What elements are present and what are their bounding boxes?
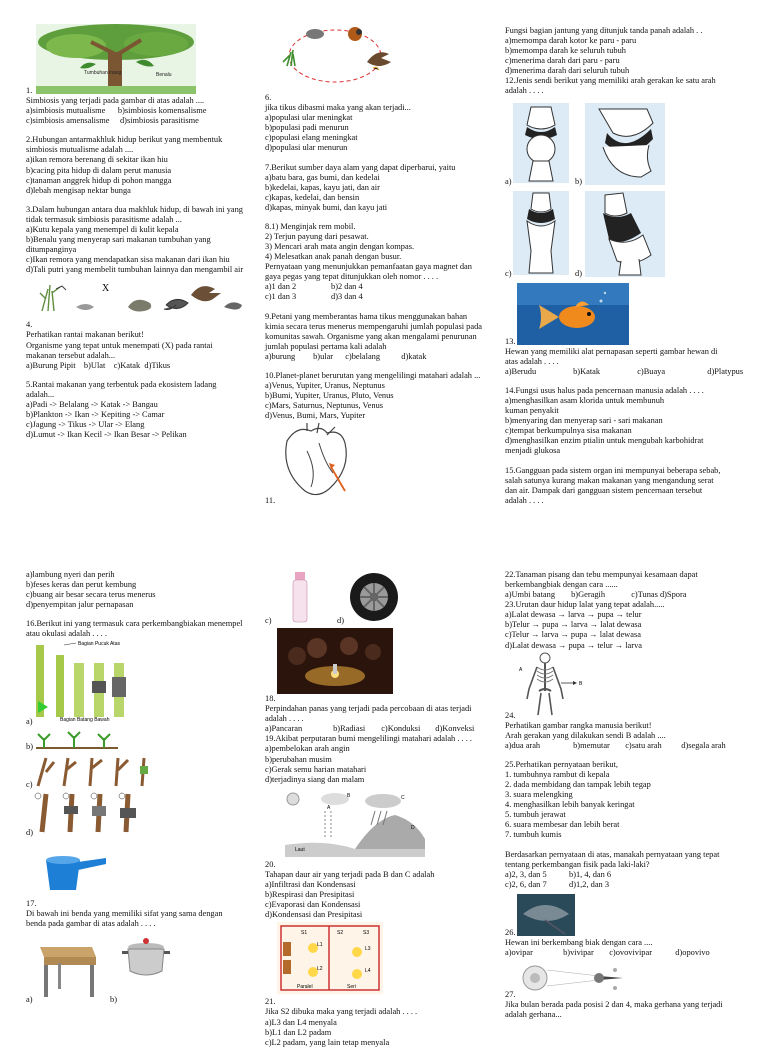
- q25-item: 7. tumbuh kumis: [505, 830, 562, 840]
- q11-option: a)memompa darah kotor ke paru - paru: [505, 36, 637, 46]
- q26-text: Hewan ini berkembang biak dengan cara ....: [505, 937, 653, 947]
- q15-text: salah satunya kurang makan makanan yang mengandung serat: [505, 475, 714, 485]
- q14-option: kuman penyakit: [505, 406, 559, 416]
- q7: [265, 163, 505, 213]
- column-1-bottom: [26, 570, 266, 1005]
- q3: [26, 205, 266, 276]
- q13-option-row: [505, 367, 750, 377]
- q14: [505, 386, 750, 457]
- q14-text: 14.Fungsi usus halus pada pencernaan manusia adalah . . . .: [505, 386, 704, 396]
- q12-pivot-joint-image: [585, 191, 665, 277]
- q23: [505, 600, 750, 650]
- q25-question: Berdasarkan pernyataan di atas, manakah pernyataan yang tepat: [505, 849, 720, 859]
- q17-water-dipper-image: [40, 846, 110, 896]
- q6-number: 6.: [265, 93, 272, 103]
- column-3-bottom: [505, 570, 750, 1020]
- q17: [26, 899, 266, 929]
- q24-figure-row: [505, 651, 750, 721]
- q13-text: Hewan yang memiliki alat pernapasan seperti gambar hewan di: [505, 346, 718, 356]
- q17-label-d: d): [337, 616, 344, 625]
- q22: [505, 570, 750, 600]
- q20-label-c: C: [401, 794, 405, 801]
- q8-option: d)3 dan 4: [331, 292, 363, 302]
- q4: [26, 320, 266, 370]
- q20-label-d: D: [411, 824, 415, 831]
- q12-label-b: b): [575, 176, 582, 186]
- q21-number: 21.: [265, 997, 276, 1007]
- q21-circuit-image: [277, 922, 383, 994]
- q16-label-bottom-part: Bagian Batang Bawah: [60, 717, 110, 724]
- q6-text: jika tikus dibasmi maka yang akan terjadi...: [265, 103, 411, 113]
- q18-option: a)Pancaran: [265, 724, 303, 734]
- q21-label-s2: S2: [337, 930, 344, 937]
- q15-options: [26, 570, 266, 610]
- q5-text: 5.Rantai makanan yang terbentuk pada ekosistem ladang: [26, 379, 217, 389]
- q3-text: 3.Dalam hubungan antara dua makhluk hidup, di bawah ini yang: [26, 204, 243, 214]
- q21-label-s3: S3: [363, 930, 370, 937]
- q19-option: c)Gerak semu harian matahari: [265, 764, 367, 774]
- q18-number: 18.: [265, 694, 276, 704]
- q27-eclipse-diagram: [517, 962, 629, 996]
- q7-text: 7.Berikut sumber daya alam yang dapat diperbarui, yaitu: [265, 162, 456, 172]
- q10-option: c)Mars, Saturnus, Neptunus, Venus: [265, 401, 384, 411]
- q16-label-c: c): [26, 779, 33, 789]
- q22-option: a)Umbi batang: [505, 590, 556, 600]
- q10-text: 10.Planet-planet berurutan yang mengelilingi matahari adalah ...: [265, 370, 481, 380]
- q16-label-a: a): [26, 717, 33, 727]
- q13: [505, 347, 750, 377]
- column-2-bottom: [265, 570, 505, 1048]
- q8-option-row: [265, 282, 505, 292]
- q1-option: c)simbiosis amensalisme d)simbiosis parasitisme: [26, 116, 199, 126]
- q11-option: d)menerima darah dari seluruh tubuh: [505, 66, 630, 76]
- q18-option-row: [265, 724, 505, 734]
- q21-text: Jika S2 dibuka maka yang terjadi adalah . . . .: [265, 1007, 418, 1017]
- q27-text: Jika bulan berada pada posisi 2 dan 4, maka gerhana yang terjadi: [505, 1000, 723, 1010]
- q6-option: c)populasi elang meningkat: [265, 133, 358, 143]
- q24: [505, 721, 750, 751]
- q3-option: c)Ikan remora yang mendapatkan sisa makanan dari ikan hiu: [26, 255, 230, 265]
- q26-option: c)ovovivipar: [609, 948, 652, 958]
- q25-item: 5. tumbuh jerawat: [505, 810, 566, 820]
- q20-label-b: B: [347, 792, 351, 799]
- q16-option-a-row: [26, 641, 266, 727]
- q12-label-a: a): [505, 176, 512, 186]
- q17-number: 17.: [26, 898, 37, 908]
- q3-text: tidak termasuk simbiosis parasitisme adalah ...: [26, 214, 182, 224]
- q21-option: c)L2 padam, yang lain tetap menyala: [265, 1037, 390, 1047]
- q24-text: Arah gerakan yang dilakukan sendi B adalah ....: [505, 730, 666, 740]
- q12-saddle-joint-image: [513, 191, 569, 275]
- q26-option: b)vivipar: [563, 948, 594, 958]
- q5-option: a)Padi -> Belalang -> Katak -> Bangau: [26, 399, 158, 409]
- q11-option: b)memompa darah ke seluruh tubuh: [505, 46, 626, 56]
- q15-option: d)penyempitan jalur pernapasan: [26, 600, 134, 610]
- q23-option: c)Telur → larva → pupa → lalat dewasa: [505, 630, 641, 640]
- q5-option: b)Plankton -> Ikan -> Kepiting -> Camar: [26, 410, 165, 420]
- q22-option: b)Geragih: [571, 590, 606, 600]
- column-3-top: [505, 26, 750, 506]
- q9-text: jumlah populasi pertama kali adalah: [265, 341, 387, 351]
- q16-option-d-row: [26, 792, 266, 838]
- q3-option: d)Tali putri yang membelit tumbuhan lainnya dan mengambil air: [26, 265, 244, 275]
- q25-item: 4. menghasilkan lebih banyak keringat: [505, 800, 635, 810]
- q15-text: adalah . . . .: [505, 495, 544, 505]
- q1: [26, 96, 266, 126]
- q18-experiment-photo: [277, 628, 393, 694]
- q25-option: b)1, 4, dan 6: [569, 869, 612, 879]
- q2-option: d)lebah mengisap nektar bunga: [26, 185, 131, 195]
- q16-grafting-image: [34, 641, 144, 723]
- q20-text: Tahapan daur air yang terjadi pada B dan C adalah: [265, 869, 435, 879]
- q19-option: b)perubahan musim: [265, 754, 332, 764]
- q1-text: Simbiosis yang terjadi pada gambar di atas adalah ....: [26, 96, 205, 106]
- q16-text: atau okulasi adalah . . . .: [26, 629, 107, 639]
- q8-line: Pernyataan yang menunjukkan pemanfaatan gaya magnet dan: [265, 262, 472, 272]
- q6-option: a)populasi ular meningkat: [265, 113, 353, 123]
- q1-label-parasite: Benalu: [156, 72, 172, 78]
- q20: [265, 860, 505, 920]
- q12-ball-socket-joint-image: [513, 103, 569, 183]
- q8-option: b)2 dan 4: [331, 282, 363, 292]
- q15-text: dan air. Dampak dari gangguan sistem pencernaan tersebut: [505, 485, 703, 495]
- q19-option: d)terjadinya siang dan malam: [265, 774, 365, 784]
- q16-label-d: d): [26, 827, 33, 837]
- q26-number: 26.: [505, 927, 516, 937]
- q17-label-b: b): [110, 995, 117, 1005]
- q1-figure-row: [26, 24, 266, 96]
- q22-option: c)Tunas d)Spora: [631, 590, 687, 600]
- q12-label-d: d): [575, 268, 582, 278]
- q11-number: 11.: [265, 496, 276, 506]
- q12: [505, 76, 750, 96]
- q18: [265, 694, 505, 734]
- q26-option-row: [505, 948, 750, 958]
- q14-option: b)menyaring dan menyerap sari - sari makanan: [505, 416, 663, 426]
- q8-option: c)1 dan 3: [265, 292, 297, 302]
- q4-food-chain-image: [36, 277, 248, 317]
- column-1-top: [26, 24, 266, 440]
- q21-option: b)L1 dan L2 padam: [265, 1027, 332, 1037]
- q25-option-row: [505, 870, 750, 880]
- q20-option: a)Infiltrasi dan Kondensasi: [265, 880, 356, 890]
- q7-option: a)batu bara, gas bumi, dan kedelai: [265, 172, 380, 182]
- q12-text: 12.Jenis sendi berikut yang memiliki arah gerakan ke satu arah: [505, 76, 716, 86]
- q13-number: 13.: [505, 336, 516, 346]
- q17-tire-image: [349, 570, 399, 624]
- q4-x-mark: X: [102, 283, 110, 295]
- q13-option: c)Buaya: [637, 366, 666, 376]
- q24-option: b)memutar: [573, 740, 610, 750]
- q18-text: adalah . . . .: [265, 714, 304, 724]
- q5-option: c)Jagung -> Tikus -> Ular -> Elang: [26, 420, 145, 430]
- q12-joints-row-2: [505, 191, 750, 279]
- q15-option: a)lambung nyeri dan perih: [26, 570, 115, 579]
- q7-option: d)kapas, minyak bumi, dan kayu jati: [265, 202, 388, 212]
- q17-options-row: [26, 933, 266, 1005]
- q16: [26, 619, 266, 639]
- q16-text: 16.Berikut ini yang termasuk cara perkembangbiakan menempel: [26, 619, 243, 629]
- q12-label-c: c): [505, 268, 512, 278]
- q3-option: a)Kutu kepala yang menempel di kulit kepala: [26, 224, 179, 234]
- q24-option: a)dua arah: [505, 740, 541, 750]
- q21-label-l4: L4: [365, 968, 371, 975]
- q6: [265, 93, 505, 153]
- q26: [505, 938, 750, 958]
- q21-label-l2: L2: [317, 966, 323, 973]
- q24-option: d)segala arah: [681, 740, 726, 750]
- q1-number: 1.: [26, 86, 33, 95]
- q19-text: 19.Akibat perputaran bumi mengelilingi matahari adalah . . . .: [265, 734, 472, 744]
- q24-option-row: [505, 741, 750, 751]
- q22-text: berkembangbiak dengan cara ......: [505, 580, 618, 590]
- q4-text: Perhatikan rantai makanan berikut!: [26, 330, 144, 340]
- q9-text: 9.Petani yang memberantas hama tikus menggunakan bahan: [265, 311, 468, 321]
- q24-number: 24.: [505, 710, 516, 720]
- q13-option: a)Berudu: [505, 366, 537, 376]
- q11-option: c)menerima darah dari paru - paru: [505, 56, 620, 66]
- q19: [265, 734, 505, 784]
- q5-text: adalah...: [26, 389, 55, 399]
- q21-label-l1: L1: [317, 942, 323, 949]
- q8-line: 4) Melesatkan anak panah dengan busur.: [265, 252, 402, 262]
- q15-option: c)buang air besar secara terus menerus: [26, 590, 156, 600]
- q17-options-cd-row: [265, 570, 505, 626]
- q4-option: a)Burung Pipit b)Ulat c)Katak d)Tikus: [26, 360, 171, 370]
- q13-text: atas adalah . . . .: [505, 356, 559, 366]
- q25-option: d)1,2, dan 3: [569, 879, 610, 889]
- q24-label-b: B: [579, 680, 583, 687]
- q3-option: b)Benalu yang menyerap sari makanan tumbuhan yang: [26, 235, 211, 245]
- q14-option: d)menghasilkan enzim ptialin untuk mengubah karbohidrat: [505, 436, 704, 446]
- q16-stem-cutting-image: [34, 792, 154, 834]
- q8-line: 8.1) Menginjak rem mobil.: [265, 221, 356, 231]
- q23-option: b)Telur → pupa → larva → lalat dewasa: [505, 620, 642, 630]
- q25-text: 25.Perhatikan pernyataan berikut,: [505, 759, 619, 769]
- q17-label-c: c): [265, 616, 272, 625]
- q26-stingray-image: [517, 894, 575, 936]
- q2-option: b)cacing pita hidup di dalam perut manusia: [26, 165, 172, 175]
- q24-label-a: A: [519, 666, 523, 673]
- q17-label-a: a): [26, 995, 33, 1005]
- q18-option: d)Konveksi: [435, 724, 475, 734]
- q25-option: a)2, 3, dan 5: [505, 869, 547, 879]
- q9-text: komunitas sawah. Organisme yang akan mengalami penurunan: [265, 331, 477, 341]
- q8-line: gaya pegas yang tepat ditunjukkan oleh nomor . . . .: [265, 272, 439, 282]
- q27-figure-row: [505, 962, 750, 1000]
- q21-label-l3: L3: [365, 946, 371, 953]
- q9: [265, 312, 505, 362]
- q23-text: 23.Urutan daur hidup lalat yang tepat adalah.....: [505, 600, 665, 610]
- q27-text: adalah gerhana...: [505, 1010, 562, 1020]
- q10-option: a)Venus, Yupiter, Uranus, Neptunus: [265, 381, 385, 391]
- q25-option: c)2, 6, dan 7: [505, 879, 547, 889]
- q17-text: benda pada gambar di atas adalah . . . .: [26, 919, 156, 929]
- q2-option: a)ikan remora berenang di sekitar ikan hiu: [26, 155, 168, 165]
- q5: [26, 380, 266, 440]
- q16-option-b-row: [26, 728, 266, 752]
- q21-label-s1: S1: [301, 930, 308, 937]
- q25-question: tentang perkembangan fisik pada laki-laki?: [505, 859, 650, 869]
- q3-option: ditumpanginya: [26, 245, 77, 255]
- q18-option: c)Konduksi: [381, 724, 421, 734]
- q14-option: menjadi glukosa: [505, 446, 561, 456]
- q9-option: a)burung: [265, 351, 296, 361]
- q13-option: d)Platypus: [707, 366, 744, 376]
- q17-wooden-desk-image: [36, 933, 98, 999]
- q2-text: 2.Hubungan antarmakhluk hidup berikut yang membentuk: [26, 135, 223, 145]
- q25-item: 3. suara melengking: [505, 790, 573, 800]
- q11-continued: [505, 26, 750, 76]
- q9-option: d)katak: [401, 351, 427, 361]
- q16-layering-image: [34, 756, 154, 788]
- q25-item: 1. tumbuhnya rambut di kepala: [505, 770, 610, 780]
- q16-runner-image: [34, 728, 120, 752]
- q17-cooking-pot-image: [120, 933, 172, 983]
- q16-label-top-part: Bagian Pucuk Atas: [78, 641, 120, 648]
- q8-option-row: [265, 292, 505, 302]
- q17-water-bottle-image: [289, 570, 311, 624]
- q2-option: c)tanaman anggrek hidup di pohon mangga: [26, 175, 172, 185]
- q24-skeleton-image: [517, 651, 587, 717]
- q21: [265, 997, 505, 1047]
- q20-label-sea: Laut: [295, 846, 305, 853]
- q20-number: 20.: [265, 859, 276, 869]
- q25-option-row: [505, 880, 750, 890]
- q15: [505, 466, 750, 506]
- q21-option: a)L3 dan L4 menyala: [265, 1017, 337, 1027]
- q12-text: adalah . . . .: [505, 86, 544, 96]
- q2: [26, 135, 266, 195]
- q8: [265, 222, 505, 303]
- q16-label-b: b): [26, 741, 33, 751]
- q23-option: a)Lalat dewasa → larva → pupa → telur: [505, 610, 642, 620]
- q17-text: Di bawah ini benda yang memiliki sifat yang sama dengan: [26, 908, 223, 918]
- q20-label-a: A: [327, 804, 331, 811]
- q2-text: simbiosis mutualisme adalah ....: [26, 145, 134, 155]
- q8-line: 2) Terjun payung dari pesawat.: [265, 232, 369, 242]
- q27: [505, 1000, 750, 1020]
- q25-item: 2. dada membidang dan tampak lebih tegap: [505, 780, 651, 790]
- q4-number: 4.: [26, 320, 33, 330]
- q20-option: d)Kondensasi dan Presipitasi: [265, 910, 363, 920]
- q26-figure-row: [505, 894, 750, 938]
- q11-text: Fungsi bagian jantung yang ditunjuk tanda panah adalah . .: [505, 26, 703, 35]
- q10-option: b)Bumi, Yupiter, Uranus, Pluto, Venus: [265, 391, 394, 401]
- q13-option: b)Katak: [573, 366, 601, 376]
- q9-option: b)ular: [313, 351, 334, 361]
- q19-option: a)pembelokan arah angin: [265, 744, 350, 754]
- q26-option: d)opovivo: [675, 948, 710, 958]
- q6-food-web-image: [277, 22, 397, 90]
- q10-option: d)Venus, Bumi, Mars, Yupiter: [265, 411, 366, 421]
- q14-option: a)menghasilkan asam klorida untuk membunuh: [505, 396, 665, 406]
- q18-figure-row: [265, 628, 505, 694]
- q12-hinge-joint-image: [585, 103, 665, 185]
- q18-text: Perpindahan panas yang terjadi pada percobaan di atas terjadi: [265, 704, 472, 714]
- q1-label-host: Tumbuhan inang: [84, 70, 122, 76]
- q11-heart-image: [277, 421, 357, 501]
- q5-option: d)Lumut -> Ikan Kecil -> Ikan Besar -> Pelikan: [26, 430, 187, 440]
- q18-option: b)Radiasi: [333, 724, 366, 734]
- q26-option: a)ovipar: [505, 948, 533, 958]
- q6-option: b)populasi padi menurun: [265, 123, 349, 133]
- q20-water-cycle-image: [285, 789, 425, 857]
- q7-option: c)kapas, kedelai, dan bensin: [265, 192, 360, 202]
- q12-joints-row-1: [505, 103, 750, 187]
- q27-number: 27.: [505, 990, 516, 1000]
- q20-option: c)Evaporasi dan Kondensasi: [265, 900, 361, 910]
- q6-option: d)populasi ular menurun: [265, 143, 348, 153]
- q21-label-parallel: Paralel: [297, 984, 313, 991]
- q10: [265, 371, 505, 421]
- q1-tree-image: [36, 24, 196, 94]
- q1-option: a)simbiosis mutualisme b)simbiosis komensalisme: [26, 106, 207, 116]
- q23-option: d)Lalat dewasa → pupa → telur → larva: [505, 640, 642, 650]
- q20-option: b)Respirasi dan Presipitasi: [265, 890, 355, 900]
- q24-text: Perhatikan gambar rangka manusia berikut!: [505, 720, 652, 730]
- q16-option-c-row: [26, 756, 266, 790]
- q13-goldfish-image: [517, 283, 629, 345]
- q9-option-row: [265, 352, 505, 362]
- q25-item: 6. suara membesar dan lebih berat: [505, 820, 620, 830]
- q4-text: makanan tersebut adalah...: [26, 350, 116, 360]
- q8-option: a)1 dan 2: [265, 282, 297, 292]
- q9-text: kimia secara terus menerus mempengaruhi jumlah populasi pada: [265, 321, 482, 331]
- q25: [505, 760, 750, 890]
- q24-option: c)satu arah: [625, 740, 662, 750]
- q15-option: b)feses keras dan perut kembung: [26, 580, 137, 590]
- q4-text: Organisme yang tepat untuk menempati (X) pada rantai: [26, 340, 213, 350]
- q15-text: 15.Gangguan pada sistem organ ini mempunyai beberapa sebab,: [505, 465, 721, 475]
- q13-fish-row: [505, 283, 750, 347]
- q22-text: 22.Tanaman pisang dan tebu mempunyai kesamaan dapat: [505, 570, 698, 579]
- q9-option: c)belalang: [345, 351, 381, 361]
- q21-label-series: Seri: [347, 984, 356, 991]
- column-2-top: [265, 22, 505, 507]
- q7-option: b)kedelai, kapas, kayu jati, dan air: [265, 182, 380, 192]
- q14-option: c)tempat berkumpulnya sisa makanan: [505, 426, 632, 436]
- q8-line: 3) Mencari arah mata angin dengan kompas.: [265, 242, 415, 252]
- q22-option-row: [505, 590, 750, 600]
